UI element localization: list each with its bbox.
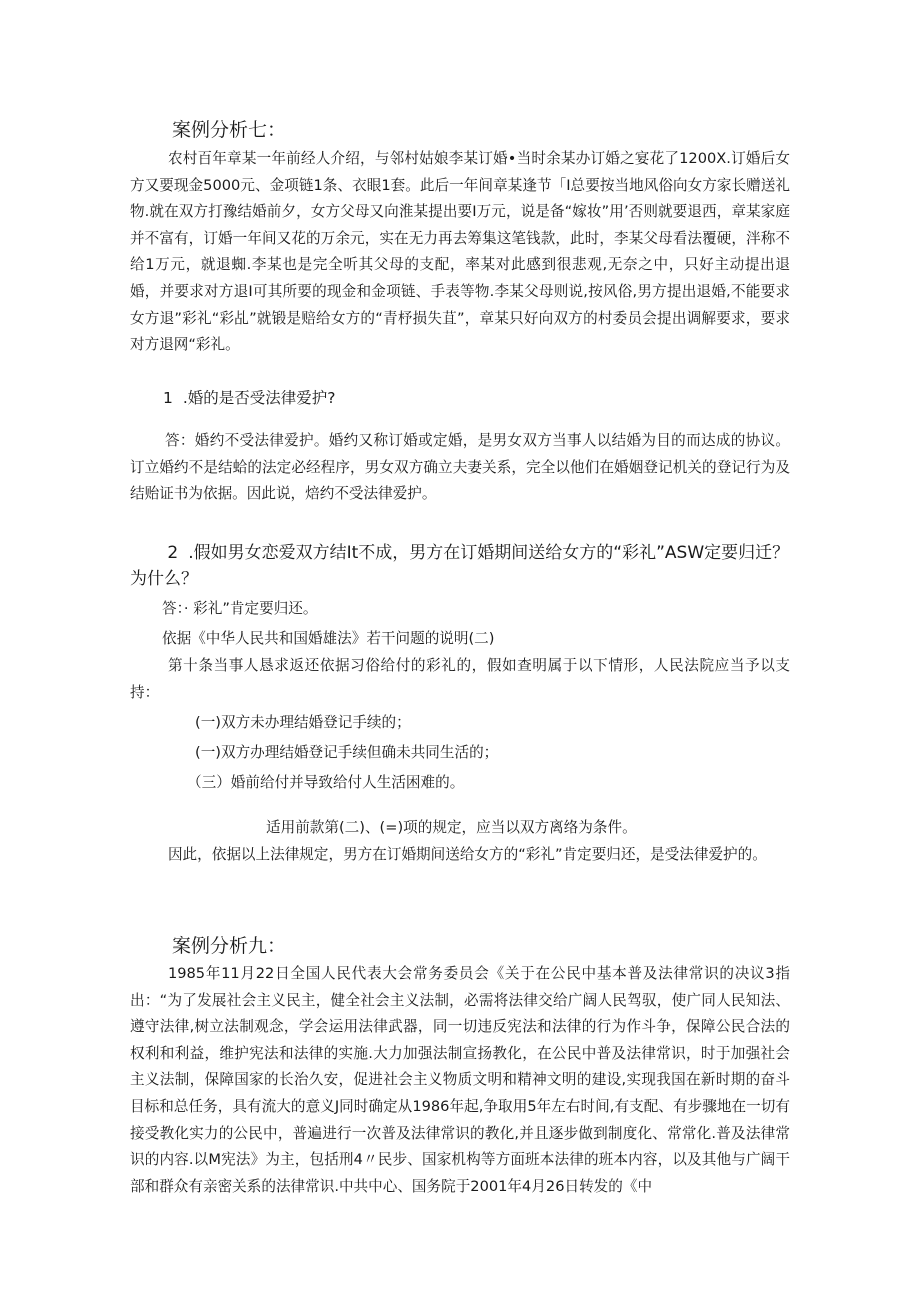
article-ten: 第十条当事人恳求返还依据习俗给付的彩礼的，假如查明属于以下情形，人民法院应当予以支持： <box>130 657 790 701</box>
case7-paragraph: 农村百年章某一年前经人介绍，与邻村姑娘李某订婚•当时余某办订婚之宴花了1200X.订婚后女方又要现金5000元、金项链1条、衣眼1套。此后一年间章某逢节「I总要按当地风俗向女方家长赠送礼物.就在双方打豫结婚前夕，女方父母又向淮某提出要I万元，说是备“嫁妆”用’否则就要退西，章某家庭并不富有，订婚一年间又花的万余元，实在无力再去筹集这笔钱款，此时，李某父母看法覆硬，泮称不给1万元，就退蜘.李某也是完全听其父母的支配，率某对此感到很悲观,无奈之中，只好主动提出退婚，并要求对方退I可其所要的现金和金项链、手表等物.李某父母则说,按风俗,男方提出退婚,不能要求女方退”彩礼“彩乩”就锻是赔给女方的“青杼损失苴”，章某只好向双方的村委员会提出调解要求，要求对方退网“彩礼。 <box>130 150 790 354</box>
condition-item: (一)双方未办理结婚登记手续的； <box>195 714 411 731</box>
question2-answer: 答：· 彩礼”肯定要归还。 <box>162 600 318 617</box>
question1-number: 1 <box>163 389 173 407</box>
case9-heading: 案例分析九： <box>172 935 287 957</box>
condition-item: (一)双方办理结婚登记手续但确未共同生活的； <box>195 744 499 761</box>
question1-answer: 答：婚约不受法律爱护。婚约又称订婚或定婚，是男女双方当事人以结婚为目的而达成的协议。订立婚约不是结蛤的法定必经程序，男女双方确立夫妻关系，完全以他们在婚姻登记机关的登记行为及结贻证书为依据。因此说，焙约不受法律爱护。 <box>130 432 790 503</box>
case9-paragraph: 1985年11月22日全国人民代表大会常务委员会《关于在公民中基本普及法律常识的决议3指出：“为了发展社会主义民主，健全社会主义法制，必需将法律交给广阔人民驾驭，使广同人民知法、遵守法律,树立法制观念，学会运用法律武器，同一切违反宪法和法律的行为作斗争，保障公民合法的权利和利益，维护宪法和法律的实施.大力加强法制宣扬教化，在公民中普及法律常识，时于加强社会主义法制，保障国家的长治久安，促进社会主义物质文明和精神文明的建设,实现我国在新时期的奋斗目标和总任务，具有流大的意义J同时确定从1986年起,争取用5年左右时间,有支配、有步骤地在一切有接受教化实力的公民中，普遍进行一次普及法律常识的教化,并且逐步做到制度化、常常化.普及法律常识的内容.以M宪法》为主，包括刑4〃民步、国家机构等方面班本法律的班本内容，以及其他与广阔干部和群众有亲密关系的法律常识.中共中心、国务院于2001年4月26日转发的《中 <box>130 965 790 1195</box>
question2 <box>130 540 800 592</box>
case7-heading: 案例分析七： <box>172 119 287 141</box>
question2-conclusion: 因此，依据以上法律规定，男方在订婚期间送给女方的“彩礼”肯定要归还，是受法律爱护的。 <box>167 846 767 863</box>
condition-item: （三）婚前给付并导致给付人生活困难的。 <box>187 774 465 791</box>
question2-number: 2 <box>167 543 179 563</box>
applicable-clause: 适用前款第(二)、(=)项的规定，应当以双方离络为条件。 <box>266 819 637 836</box>
legal-basis: 依据《中华人民共和国婚雄法》若干问题的说明(二) <box>162 630 495 647</box>
question2-text: .假如男女恋爱双方结It不成，男方在订婚期间送给女方的“彩礼”ASW定要归迁？为什么？ <box>130 543 790 589</box>
question1 <box>163 386 336 408</box>
question1-text: .婚的是否受法律爱护? <box>182 389 336 407</box>
